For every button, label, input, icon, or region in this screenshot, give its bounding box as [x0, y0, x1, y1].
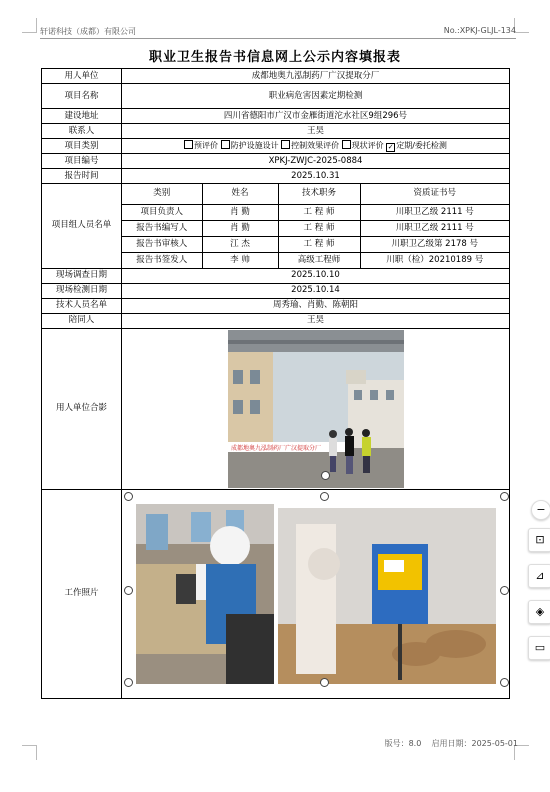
footer-date: 启用日期：2025-05-01 [431, 739, 518, 748]
checkbox[interactable] [281, 140, 290, 149]
checkbox-checked[interactable]: ✓ [387, 143, 394, 151]
checkbox[interactable] [221, 140, 230, 149]
option-status-evaluation[interactable]: 现状评价 [342, 141, 384, 150]
team-row [122, 252, 509, 268]
page-title: 职业卫生报告书信息网上公示内容填报表 [148, 50, 401, 65]
resize-handle[interactable] [320, 492, 329, 501]
value-escort: 王昊 [122, 313, 510, 328]
option-pre-evaluation[interactable]: 预评价 [184, 141, 218, 150]
team-title: 工 程 师 [278, 220, 360, 236]
team-title: 工 程 师 [278, 204, 360, 220]
header-divider [40, 38, 516, 39]
label-address: 建设地址 [42, 109, 122, 124]
crop-icon[interactable]: ⊿ [528, 564, 550, 588]
crop-mark [514, 18, 529, 33]
row-category [42, 139, 510, 154]
label-tech-staff: 技术人员名单 [42, 298, 122, 313]
team-title: 工 程 师 [278, 236, 360, 252]
team-role: 报告书签发人 [122, 252, 202, 268]
fill-icon[interactable]: ◈ [528, 600, 550, 624]
value-survey-date: 2025.10.10 [122, 268, 510, 283]
resize-handle[interactable] [500, 586, 509, 595]
team-header: 资质证书号 [360, 184, 509, 204]
checkbox[interactable] [342, 140, 351, 149]
team-name: 江 杰 [202, 236, 278, 252]
team-name: 肖 勤 [202, 204, 278, 220]
option-protection-design[interactable]: 防护设施设计 [221, 141, 279, 150]
checkbox[interactable] [184, 140, 193, 149]
label-team: 项目组人员名单 [42, 184, 122, 269]
row-address [42, 109, 510, 124]
crop-mark [22, 18, 37, 33]
row-project-no [42, 154, 510, 169]
label-group-photo: 用人单位合影 [42, 328, 122, 489]
value-address: 四川省德阳市广汉市金雁街道沱水社区9组296号 [122, 109, 510, 124]
team-cert: 川职卫乙级第 2178 号 [360, 236, 509, 252]
team-row [122, 220, 509, 236]
header-doc-number: No.:XPKJ-GLJL-134 [443, 26, 516, 35]
work-photos[interactable] [136, 504, 496, 684]
team-name: 李 帅 [202, 252, 278, 268]
value-report-time: 2025.10.31 [122, 169, 510, 184]
banner-text: 成都地奥九泓制药厂广汉提取分厂 [230, 444, 321, 452]
team-table [122, 184, 509, 268]
report-form-table [41, 68, 510, 699]
header-company: 轩诺科技（成都）有限公司 [40, 27, 136, 36]
resize-handle[interactable] [500, 492, 509, 501]
resize-handle[interactable] [124, 678, 133, 687]
label-category: 项目类别 [42, 139, 122, 154]
person [329, 430, 337, 472]
team-title: 高级工程师 [278, 252, 360, 268]
team-name: 肖 勤 [202, 220, 278, 236]
rotate-handle[interactable] [321, 471, 330, 480]
work-photo-cell [122, 489, 510, 698]
group-photo-cell [122, 328, 510, 489]
value-project-no: XPKJ-ZWJC-2025-0884 [122, 154, 510, 169]
team-cert: 川职（检）20210189 号 [386, 254, 484, 265]
layout-options-icon[interactable]: ⊡ [528, 528, 550, 552]
value-contact: 王昊 [122, 124, 510, 139]
footer-version: 版号：8.0 [384, 739, 422, 748]
row-team [42, 184, 510, 269]
team-header: 姓名 [202, 184, 278, 204]
team-header: 类别 [122, 184, 202, 204]
team-role: 报告书编写人 [122, 220, 202, 236]
value-employer: 成都地奥九泓制药厂广汉提取分厂 [122, 69, 510, 84]
resize-handle[interactable] [124, 492, 133, 501]
team-header-row [122, 184, 509, 204]
label-project-name: 项目名称 [42, 84, 122, 109]
value-project-name: 职业病危害因素定期检测 [122, 84, 510, 109]
label-employer: 用人单位 [42, 69, 122, 84]
resize-handle[interactable] [320, 678, 329, 687]
value-category [122, 139, 510, 154]
row-escort [42, 313, 510, 328]
label-project-no: 项目编号 [42, 154, 122, 169]
label-escort: 陪同人 [42, 313, 122, 328]
team-table-cell [122, 184, 510, 269]
label-report-time: 报告时间 [42, 169, 122, 184]
value-test-date: 2025.10.14 [122, 283, 510, 298]
label-work-photo: 工作照片 [42, 489, 122, 698]
row-contact [42, 124, 510, 139]
resize-handle[interactable] [124, 586, 133, 595]
row-group-photo [42, 328, 510, 489]
row-report-time [42, 169, 510, 184]
team-cert: 川职卫乙级 2111 号 [360, 204, 509, 220]
row-employer [42, 69, 510, 84]
label-contact: 联系人 [42, 124, 122, 139]
footer [385, 738, 518, 749]
work-photo-left[interactable] [136, 504, 274, 684]
label-test-date: 现场检测日期 [42, 283, 122, 298]
team-row [122, 236, 509, 252]
label-survey-date: 现场调查日期 [42, 268, 122, 283]
crop-mark [22, 745, 37, 760]
team-row [122, 204, 509, 220]
team-cert: 川职卫乙级 2111 号 [360, 220, 509, 236]
team-role: 项目负责人 [122, 204, 202, 220]
row-tech-staff [42, 298, 510, 313]
collapse-icon[interactable]: − [531, 500, 550, 520]
row-test-date [42, 283, 510, 298]
row-project-name [42, 84, 510, 109]
row-survey-date [42, 268, 510, 283]
team-role: 报告书审核人 [122, 236, 202, 252]
row-work-photo [42, 489, 510, 698]
group-photo[interactable] [228, 330, 404, 488]
value-tech-staff: 周秀瑜、肖勤、陈朝阳 [122, 298, 510, 313]
option-periodic-testing[interactable]: ✓ 定期/委托检测 [387, 141, 447, 151]
option-control-effect[interactable]: 控制效果评价 [281, 141, 339, 150]
resize-handle[interactable] [500, 678, 509, 687]
border-icon[interactable]: ▭ [528, 636, 550, 660]
work-photo-right[interactable] [278, 508, 496, 684]
team-header: 技术职务 [278, 184, 360, 204]
